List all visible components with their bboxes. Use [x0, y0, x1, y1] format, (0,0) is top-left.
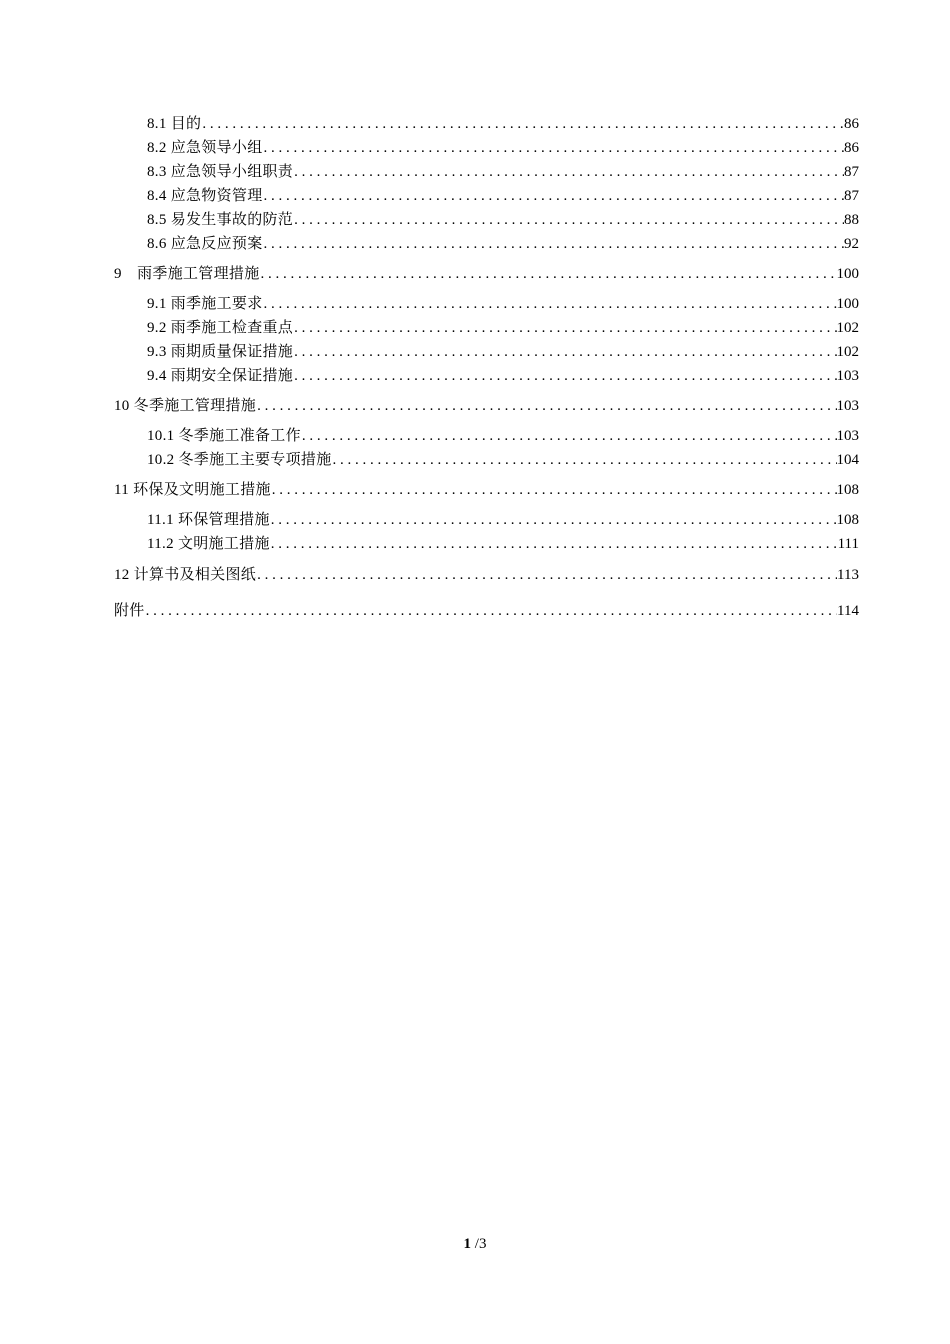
toc-entry[interactable]	[114, 364, 859, 388]
toc-entry[interactable]	[114, 112, 859, 136]
toc-entry-page: 102	[836, 344, 859, 360]
toc-dot-leader	[260, 262, 837, 286]
toc-entry-label: 8.1 目的	[147, 116, 202, 132]
toc-entry[interactable]	[114, 599, 859, 623]
toc-entry-page: 114	[837, 603, 859, 619]
toc-dot-leader	[271, 478, 837, 502]
total-page-count: 3	[478, 1236, 487, 1252]
toc-entry-label: 9.4 雨期安全保证措施	[147, 368, 294, 384]
toc-entry-page: 103	[836, 398, 859, 414]
toc-dot-leader	[270, 508, 837, 532]
toc-entry[interactable]	[114, 532, 859, 556]
toc-entry-page: 88	[844, 212, 859, 228]
toc-entry[interactable]	[114, 448, 859, 472]
toc-entry[interactable]	[114, 292, 859, 316]
page-footer	[0, 1234, 950, 1254]
toc-entry[interactable]	[114, 508, 859, 532]
toc-entry[interactable]	[114, 563, 859, 587]
toc-entry[interactable]	[114, 424, 859, 448]
toc-entry[interactable]	[114, 160, 859, 184]
toc-entry-label: 9.1 雨季施工要求	[147, 296, 263, 312]
toc-dot-leader	[270, 532, 838, 556]
toc-entry[interactable]	[114, 208, 859, 232]
toc-entry-label: 9.2 雨季施工检查重点	[147, 320, 294, 336]
toc-entry-page: 100	[836, 296, 859, 312]
toc-entry-label: 8.5 易发生事故的防范	[147, 212, 294, 228]
toc-entry-label: 附件	[114, 603, 145, 619]
toc-entry-page: 111	[837, 536, 859, 552]
toc-dot-leader	[263, 184, 844, 208]
toc-dot-leader	[201, 112, 844, 136]
toc-dot-leader	[263, 136, 844, 160]
toc-entry[interactable]	[114, 394, 859, 418]
toc-dot-leader	[263, 232, 844, 256]
toc-entry[interactable]	[114, 340, 859, 364]
toc-entry-page: 103	[836, 368, 859, 384]
current-page-number: 1	[463, 1236, 472, 1252]
toc-dot-leader	[293, 316, 836, 340]
toc-dot-leader	[301, 424, 837, 448]
toc-entry-label: 10.1 冬季施工准备工作	[147, 428, 301, 444]
toc-entry-label: 10.2 冬季施工主要专项措施	[147, 452, 332, 468]
table-of-contents	[114, 112, 859, 623]
toc-entry-page: 87	[844, 164, 859, 180]
toc-entry-label: 8.2 应急领导小组	[147, 140, 263, 156]
toc-dot-leader	[145, 599, 837, 623]
toc-entry-label: 11.2 文明施工措施	[147, 536, 270, 552]
toc-entry-label: 12 计算书及相关图纸	[114, 567, 257, 583]
toc-entry-page: 86	[844, 140, 859, 156]
toc-entry-page: 92	[844, 236, 859, 252]
toc-entry[interactable]	[114, 136, 859, 160]
toc-dot-leader	[293, 160, 844, 184]
toc-entry[interactable]	[114, 262, 859, 286]
toc-dot-leader	[293, 364, 836, 388]
toc-dot-leader	[293, 208, 844, 232]
toc-entry-page: 86	[844, 116, 859, 132]
toc-entry[interactable]	[114, 478, 859, 502]
toc-entry-label: 8.6 应急反应预案	[147, 236, 263, 252]
toc-entry-page: 108	[836, 512, 859, 528]
toc-dot-leader	[293, 340, 836, 364]
toc-entry-page: 108	[836, 482, 859, 498]
toc-entry[interactable]	[114, 316, 859, 340]
toc-entry-label: 9 雨季施工管理措施	[114, 266, 260, 282]
toc-dot-leader	[256, 563, 837, 587]
toc-dot-leader	[263, 292, 837, 316]
toc-dot-leader	[256, 394, 836, 418]
toc-entry-label: 8.4 应急物资管理	[147, 188, 263, 204]
toc-dot-leader	[332, 448, 837, 472]
toc-entry-page: 102	[836, 320, 859, 336]
toc-entry-label: 9.3 雨期质量保证措施	[147, 344, 294, 360]
toc-entry-page: 100	[836, 266, 859, 282]
toc-entry-page: 113	[837, 567, 859, 583]
toc-entry-page: 104	[836, 452, 859, 468]
page-separator: /	[471, 1236, 479, 1252]
toc-entry[interactable]	[114, 184, 859, 208]
toc-entry-page: 103	[836, 428, 859, 444]
toc-entry-label: 11.1 环保管理措施	[147, 512, 270, 528]
toc-entry-label: 8.3 应急领导小组职责	[147, 164, 294, 180]
toc-entry-page: 87	[844, 188, 859, 204]
toc-entry[interactable]	[114, 232, 859, 256]
toc-entry-label: 11 环保及文明施工措施	[114, 482, 271, 498]
toc-entry-label: 10 冬季施工管理措施	[114, 398, 257, 414]
